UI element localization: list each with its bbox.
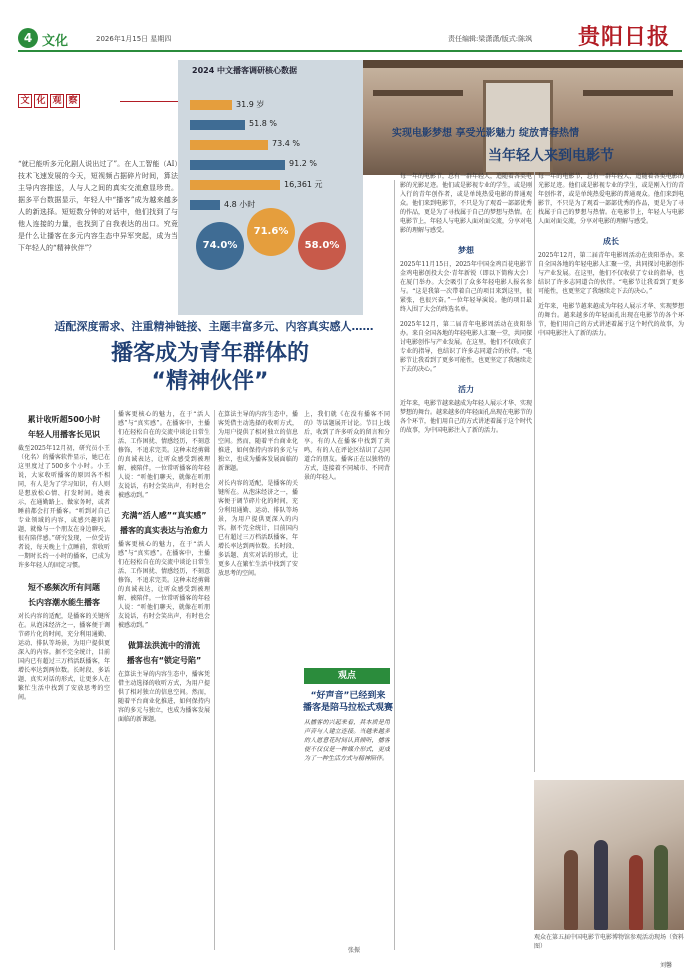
headline-line-2: “精神伙伴”: [151, 369, 269, 394]
infographic-bar-value: 16,361 元: [284, 180, 323, 189]
main-author: 张振: [348, 947, 361, 954]
col2-text-2: 在算法主导的内容生态中，播客凭借主动选择的收听方式，为用户提供了相对独立的信息空间。然而，随着平台商业化推进，如何保持内容的多元与独立，也成为播客发展面临的新课题。: [118, 671, 210, 723]
col1-text: 截至2025年12月初，研究员小王（化名）的播客软件显示，她已在这里度过了500多个小时。小王说，大家收听播客的原因各不相同，有人是为了学习知识，有人则是想放松心情、打发时间。她表示，在通勤路上、做家务时，或者睡前都会打开播客。“听到对自己专业领域的内容，或感兴趣的话题，就像与一个朋友在身边聊天，很有陪伴感。”研究发现，一位受访者说，每天晚上十点睡前，常收听一期时长约一小时的播客，已成为许多年轻人的固定习惯。: [18, 445, 110, 569]
right-text-3a: 每一年的电影节，总有一群年轻人，追随着各类电影的光影足迹。他们或是影视专业的学生，或是刚入行的青年创作者，或是单纯热爱电影的普通观众。他们来到电影节，不只是为了观看一部部优秀的作品，更是为了寻找属于自己的梦想与热情。在电影节上，年轻人与电影人面对面交流，分享对电影的理解与感受。: [538, 173, 684, 225]
main-column-2: [118, 410, 210, 950]
column-label: [18, 94, 80, 108]
viewpoint-heading: [296, 690, 400, 714]
main-kicker: 适配深度需求、注重精神链接、主题丰富多元、内容真实感人……: [54, 320, 374, 333]
viewpoint-heading-1: “好声音”已经到来: [310, 691, 386, 701]
header-rule: [18, 50, 682, 52]
col1-heading-3: 短不惑频次所有问题: [28, 583, 100, 592]
intro-paragraph: “就已能听多元化剧人说出过了”。在人工智能（AI）技术飞速发展的今天，短视频占据碎片时间，算法主导内容推送，人与人之间的真实交流愈显珍贵。据多平台数据显示，年轻人中“播客”成为越来越多人的新选择。短短数分钟的对话中，他们找到了与他人连接的力量，也找到了自我表达的出口。究竟是什么让播客在多元内容生态中异军突起，成为当下年轻人的“精神伙伴”？: [18, 160, 178, 252]
infographic-bar-row: [190, 140, 330, 150]
col3-text-2: 对长内容的适配，是播客的关键所在。从泡沫经济之一，播客便于调节碎片化的时间，充分利用通勤、运动、排队等场景，为用户提供更深入的内容。据不完全统计，目前国内已有超过三万档活跃播客，年增长率达到两位数。长时段、多话题、真实对话的形式，让更多人在繁忙生活中找到了安放思考的空间。: [218, 480, 298, 577]
column-label-char: 文: [18, 94, 32, 108]
infographic-bar: [190, 180, 280, 190]
page-header: [0, 0, 700, 56]
col1-heading-1: 累计收听超500小时: [27, 415, 101, 424]
issue-date: 2026年1月15日 星期四: [96, 35, 172, 43]
editor-credits: 责任编辑:梁潇潇/版式:陈飒: [448, 35, 533, 43]
right-text-3: 2025年12月，第二届青年电影周活动在贵阳举办。来自全国各地的年轻电影人汇聚一堂，共同探讨电影创作与产业发展。在这里，他们不仅收获了专业的指导，也结识了许多志同道合的伙伴。“电影节让我看到了更多可能性，也更坚定了我继续走下去的决心。”: [538, 252, 684, 295]
col1-text-2: 对长内容的适配，是播客的关键所在。从泡沫经济之一，播客便于调节碎片化的时间，充分利用通勤、运动、排队等场景，为用户提供更深入的内容。据不完全统计，目前国内已有超过三万档活跃播客，年增长率达到两位数。长时段、多话题、真实对话的形式，让更多人在繁忙生活中找到了安放思考的空间。: [18, 613, 110, 701]
infographic-bar-value: 91.2 %: [289, 159, 317, 168]
column-divider: [534, 172, 535, 772]
right-text-4b: 近年来，电影节越来越成为年轻人展示才华、实现梦想的舞台。越来越多的年轻面孔出现在电影节的各个环节，他们用自己的方式讲述着属于这个时代的故事，为中国电影注入了新的活力。: [538, 303, 684, 337]
infographic-bar: [190, 200, 220, 210]
col4-text: 上，我们就《在没有播客不同的》等话题展开讨论。节目上线后，收到了许多听众的留言和分享。有的人在播客中找到了共鸣，有的人在评论区结识了志同道合的朋友。播客正在以独特的方式，连接着不同城市、不同背景的年轻人。: [304, 411, 390, 481]
right-article-title: 当年轻人来到电影节: [488, 148, 614, 164]
col2-heading-3: 做算法洪流中的清流: [128, 641, 200, 650]
main-headline: [40, 340, 380, 396]
infographic-bar: [190, 120, 245, 130]
infographic-bar-value: 31.9 岁: [236, 100, 265, 109]
right-article-subtitle: 实现电影梦想 享受光影魅力 绽放青春热情: [392, 128, 579, 139]
infographic-bar-value: 51.8 %: [249, 119, 277, 128]
main-column-4: [304, 410, 390, 660]
infographic-circle: 74.0%: [196, 222, 244, 270]
section-divider: [394, 180, 395, 950]
col2-text: 播客更核心的魅力，在于“活人感”与“真实感”。在播客中，主播们在轻松自在的交流中谈论日常生活、工作困扰、情感经历，不刻意修饰，不追求完美。这种未经剪辑的真诚表达，让听众感受到被理解、被陪伴。一位常听播客的年轻人说：“听他们聊天，就像在听朋友说话，有时会笑出声，有时也会被感动到。”: [118, 541, 210, 629]
infographic-bar-value: 4.8 小时: [224, 200, 256, 209]
column-label-char: 察: [66, 94, 80, 108]
section-number-badge: 4: [18, 28, 38, 48]
col2-heading-1: 充满“活人感”“真实感”: [121, 511, 207, 520]
right-text-4: 近年来，电影节越来越成为年轻人展示才华、实现梦想的舞台。越来越多的年轻面孔出现在电影节的各个环节，他们用自己的方式讲述着属于这个时代的故事，为中国电影注入了新的活力。: [400, 400, 532, 434]
infographic-bar-row: [190, 200, 330, 210]
infographic-bar-row: [190, 120, 330, 130]
col1-heading-2: 年轻人用播客长见识: [28, 430, 100, 439]
infographic-circle: 58.0%: [298, 222, 346, 270]
col3-text: 在算法主导的内容生态中，播客凭借主动选择的收听方式，为用户提供了相对独立的信息空间。然而，随着平台商业化推进，如何保持内容的多元与独立，也成为播客发展面临的新课题。: [218, 411, 298, 472]
infographic-bar-row: [190, 100, 330, 110]
column-label-char: 观: [50, 94, 64, 108]
photo-caption: 观众在第五届中国电影节电影博物馆参观活动现场（资料图）: [534, 934, 685, 950]
column-divider: [114, 410, 115, 950]
infographic-bar: [190, 100, 232, 110]
right-heading-vitality: 活力: [458, 385, 474, 394]
viewpoint-text: [304, 718, 390, 938]
right-author: 刘馨: [660, 962, 673, 969]
right-text-2: 2025年11月15日，2025年中国金鸡百花电影节金鸡电影创投大会·青年新锐（即以下简称大会）在厦门举办。大会吸引了众多年轻电影人报名参与。“这是我第一次带着自己的项目来到这里，很紧张，也很兴奋。”一位年轻导演说。他的项目最终入围了大会的终选名单。: [400, 261, 532, 313]
infographic-bar-row: [190, 160, 330, 170]
infographic-bar: [190, 160, 285, 170]
column-label-char: 化: [34, 94, 48, 108]
infographic-title: 2024 中文播客调研核心数据: [192, 66, 298, 75]
column-label-rule: [120, 101, 180, 102]
col1-heading-4: 长内容潮水能生播客: [28, 598, 100, 607]
headline-line-1: 播客成为青年群体的: [110, 341, 309, 366]
viewpoint-label: 观点: [304, 668, 390, 684]
viewpoint-body: 从播客的兴起来看，其本质是用声音与人建立连接。当越来越多的人愿意花时间认真倾听，播客便不仅仅是一种媒介形式，更成为了一种生活方式与精神陪伴。: [304, 719, 390, 762]
right-heading-dream: 梦想: [458, 246, 474, 255]
infographic-circle: 71.6%: [247, 208, 295, 256]
main-column-1: [18, 410, 110, 950]
viewpoint-heading-2: 播客是陪马拉松式观赛: [302, 703, 393, 713]
exhibition-photo: [534, 780, 684, 930]
col2-heading-4: 播客也有“锁定号陷”: [126, 656, 202, 665]
column-divider: [214, 410, 215, 950]
right-text-1: 每一年的电影节，总有一群年轻人，追随着各类电影的光影足迹。他们或是影视专业的学生，或是刚入行的青年创作者，或是单纯热爱电影的普通观众。他们来到电影节，不只是为了观看一部部优秀的作品，更是为了寻找属于自己的梦想与热情。在电影节上，年轻人与电影人面对面交流，分享对电影的理解与感受。: [400, 173, 532, 234]
col2-heading-2: 播客的真实表达与治愈力: [120, 526, 208, 535]
right-column-1: [400, 172, 532, 952]
right-column-2: [538, 172, 684, 772]
section-name: 文化: [42, 34, 69, 49]
right-text-2b: 2025年12月，第二届青年电影周活动在贵阳举办。来自全国各地的年轻电影人汇聚一堂，共同探讨电影创作与产业发展。在这里，他们不仅收获了专业的指导，也结识了许多志同道合的伙伴。“电影节让我看到了更多可能性，也更坚定了我继续走下去的决心。”: [400, 321, 532, 373]
infographic-bar-row: [190, 180, 330, 190]
newspaper-logo: 贵阳日报: [578, 24, 671, 50]
infographic-bar: [190, 140, 268, 150]
main-column-3: [218, 410, 298, 950]
infographic-bar-value: 73.4 %: [272, 139, 300, 148]
right-heading-growth: 成长: [603, 237, 619, 246]
col2-intro-text: 播客更核心的魅力，在于“活人感”与“真实感”。在播客中，主播们在轻松自在的交流中谈论日常生活、工作困扰、情感经历，不刻意修饰，不追求完美。这种未经剪辑的真诚表达，让听众感受到被理解、被陪伴。一位常听播客的年轻人说：“听他们聊天，就像在听朋友说话，有时会笑出声，有时也会被感动到。”: [118, 411, 210, 499]
